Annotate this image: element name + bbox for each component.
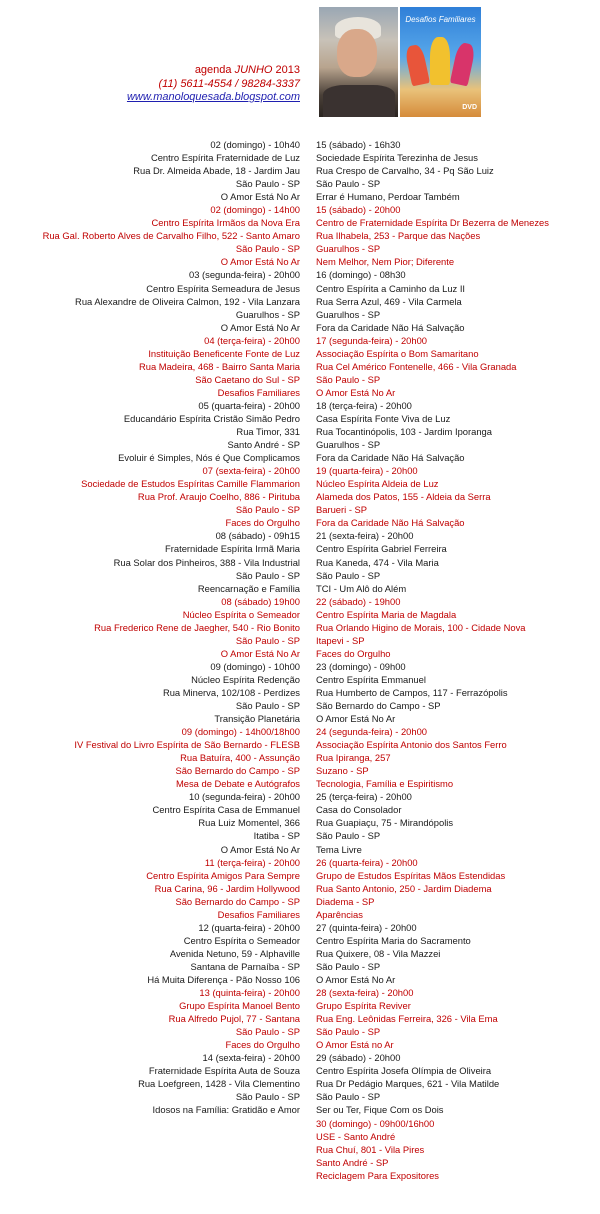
schedule-line: Há Muita Diferença - Pão Nosso 106 <box>147 974 300 985</box>
schedule-line: O Amor Está No Ar <box>316 974 396 985</box>
schedule-line: O Amor Está no Ar <box>316 1039 394 1051</box>
schedule-line: Rua Santo Antonio, 250 - Jardim Diadema <box>316 882 492 894</box>
schedule-line: 23 (domingo) - 09h00 <box>316 660 406 672</box>
schedule-line: Casa Espírita Fonte Viva de Luz <box>316 412 451 424</box>
schedule-line: São Bernardo do Campo - SP <box>316 700 441 712</box>
schedule-line: Centro Espírita Irmãos da Nova Era <box>151 217 300 229</box>
schedule-line: São Caetano do Sul - SP <box>195 373 300 385</box>
schedule-line: Guarulhos - SP <box>316 439 381 451</box>
schedule-line: Rua Luiz Momentel, 366 <box>198 817 300 829</box>
schedule-line: 09 (domingo) - 14h00/18h00 <box>181 726 300 738</box>
schedule-line: São Paulo - SP <box>316 373 381 385</box>
schedule-line: 07 (sexta-feira) - 20h00 <box>202 465 300 477</box>
schedule-line: Grupo de Estudos Espíritas Mãos Estendidas <box>316 869 506 881</box>
schedule-line: São Paulo - SP <box>235 178 300 190</box>
schedule-line: Grupo Espírita Reviver <box>316 1000 411 1012</box>
schedule-line: Fora da Caridade Não Há Salvação <box>316 321 465 333</box>
schedule-line: 25 (terça-feira) - 20h00 <box>316 791 412 803</box>
poster-figure <box>450 42 476 87</box>
schedule-line: Nem Melhor, Nem Pior; Diferente <box>316 256 455 268</box>
poster-dvd-badge: DVD <box>462 104 477 111</box>
schedule-line: Faces do Orgulho <box>225 1039 300 1051</box>
schedule-line: Rua Ilhabela, 253 - Parque das Nações <box>316 230 481 242</box>
schedule-line: Rua Minerva, 102/108 - Perdizes <box>162 686 300 698</box>
schedule-line: 26 (quarta-feira) - 20h00 <box>316 856 418 868</box>
schedule-line: 30 (domingo) - 09h00/16h00 <box>316 1117 435 1129</box>
schedule-line: Santo André - SP <box>227 439 300 451</box>
agenda-title <box>127 64 300 78</box>
schedule-line: Reencarnação e Família <box>197 582 300 594</box>
schedule-line: Desafios Familiares <box>217 908 300 920</box>
schedule-line: O Amor Está No Ar <box>316 386 396 398</box>
schedule-line: Santo André - SP <box>316 1156 389 1168</box>
schedule-line: O Amor Está No Ar <box>316 713 396 725</box>
schedule-line: Rua Dr. Almeida Abade, 18 - Jardim Jau <box>133 165 300 177</box>
schedule-line: Guarulhos - SP <box>316 308 381 320</box>
schedule-line: 19 (quarta-feira) - 20h00 <box>316 465 418 477</box>
schedule-line: Ser ou Ter, Fique Com os Dois <box>316 1104 444 1116</box>
schedule-line: 02 (domingo) - 14h00 <box>210 204 300 216</box>
poster-figure <box>430 37 450 85</box>
photo-face <box>337 29 377 77</box>
schedule-line: Rua Batuíra, 400 - Assunção <box>180 752 300 764</box>
schedule-line: 04 (terça-feira) - 20h00 <box>204 334 300 346</box>
schedule-line: Rua Quixere, 08 - Vila Mazzei <box>316 947 441 959</box>
schedule-line: São Paulo - SP <box>235 1091 300 1103</box>
schedule-line: São Paulo - SP <box>316 1026 381 1038</box>
schedule-line: O Amor Está No Ar <box>220 843 300 855</box>
schedule-line: São Paulo - SP <box>235 504 300 516</box>
schedule-line: IV Festival do Livro Espírita de São Bernardo - FLESB <box>74 739 300 751</box>
schedule-line: 05 (quarta-feira) - 20h00 <box>198 399 300 411</box>
schedule-line: 10 (segunda-feira) - 20h00 <box>188 791 300 803</box>
schedule-line: Mesa de Debate e Autógrafos <box>175 778 300 790</box>
schedule-line: São Paulo - SP <box>235 243 300 255</box>
schedule-line: Rua Crespo de Carvalho, 34 - Pq São Luiz <box>316 165 494 177</box>
schedule-line: Centro Espírita Gabriel Ferreira <box>316 543 447 555</box>
schedule-line: Santana de Parnaíba - SP <box>190 960 300 972</box>
schedule-line: Guarulhos - SP <box>316 243 381 255</box>
schedule-line: São Bernardo do Campo - SP <box>175 765 300 777</box>
header-contact-block <box>127 64 300 105</box>
agenda-year: 2013 <box>272 64 300 76</box>
schedule-line: O Amor Está No Ar <box>220 191 300 203</box>
schedule-line: São Paulo - SP <box>316 830 381 842</box>
schedule-line: 14 (sexta-feira) - 20h00 <box>202 1052 300 1064</box>
schedule-line: Rua Chuí, 801 - Vila Pires <box>316 1143 425 1155</box>
schedule-line: 02 (domingo) - 10h40 <box>210 139 300 150</box>
page-header <box>0 0 600 125</box>
dvd-poster <box>400 7 481 117</box>
schedule-line: 11 (terça-feira) - 20h00 <box>204 856 300 868</box>
schedule-line: Rua Kaneda, 474 - Vila Maria <box>316 556 439 568</box>
schedule-line: Fora da Caridade Não Há Salvação <box>316 452 465 464</box>
schedule-line: 24 (segunda-feira) - 20h00 <box>316 726 428 738</box>
schedule-line: São Paulo - SP <box>235 569 300 581</box>
schedule-line: 15 (sábado) - 20h00 <box>316 204 401 216</box>
schedule-line: Fraternidade Espírita Irmã Maria <box>165 543 300 555</box>
schedule-line: Tema Livre <box>316 843 362 855</box>
schedule-line: 28 (sexta-feira) - 20h00 <box>316 987 414 999</box>
schedule-line: Associação Espírita Antonio dos Santos Ferro <box>316 739 507 751</box>
schedule-line: Centro Espírita Emmanuel <box>316 673 426 685</box>
schedule-line: Rua Ipiranga, 257 <box>316 752 391 764</box>
schedule-line: Centro Espírita Fraternidade de Luz <box>150 152 300 164</box>
website-link[interactable]: www.manoloquesada.blogspot.com <box>126 91 300 103</box>
schedule-line: Tecnologia, Família e Espiritismo <box>316 778 454 790</box>
schedule-line: Rua Tocantinópolis, 103 - Jardim Iporanga <box>316 426 492 438</box>
schedule-line: Transição Planetária <box>214 713 300 725</box>
schedule-line: 16 (domingo) - 08h30 <box>316 269 406 281</box>
schedule-line: Alameda dos Patos, 155 - Aldeia da Serra <box>316 491 491 503</box>
schedule-line: Centro Espírita Amigos Para Sempre <box>146 869 300 881</box>
agenda-prefix: agenda <box>194 64 235 76</box>
schedule-line: Rua Dr Pedágio Marques, 621 - Vila Matilde <box>316 1078 500 1090</box>
schedule-line: São Paulo - SP <box>316 960 381 972</box>
schedule-line: São Paulo - SP <box>235 700 300 712</box>
schedule-line: 21 (sexta-feira) - 20h00 <box>316 530 414 542</box>
schedule-line: Núcleo Espírita o Semeador <box>182 608 300 620</box>
schedule-line: O Amor Está No Ar <box>220 321 300 333</box>
schedule-line: Faces do Orgulho <box>225 517 300 529</box>
schedule-line: O Amor Está No Ar <box>220 647 300 659</box>
speaker-photo <box>319 7 398 117</box>
schedule-line: Sociedade de Estudos Espíritas Camille Flammarion <box>81 478 300 490</box>
schedule-line: Rua Prof. Araujo Coelho, 886 - Pirituba <box>137 491 300 503</box>
schedule-line: Rua Alfredo Pujol, 77 - Santana <box>168 1013 300 1025</box>
schedule-line: 12 (quarta-feira) - 20h00 <box>198 921 300 933</box>
schedule-line: USE - Santo André <box>316 1130 396 1142</box>
schedule-line: 09 (domingo) - 10h00 <box>210 660 300 672</box>
phone-numbers: (11) 5611-4554 / 98284-3337 <box>158 77 300 90</box>
schedule-line: 29 (sábado) - 20h00 <box>316 1052 401 1064</box>
schedule-line: Associação Espírita o Bom Samaritano <box>316 347 479 359</box>
schedule-line: São Paulo - SP <box>316 1091 381 1103</box>
schedule-line: Rua Loefgreen, 1428 - Vila Clementino <box>138 1078 300 1090</box>
schedule-line: Grupo Espírita Manoel Bento <box>179 1000 300 1012</box>
schedule-line: Centro Espírita Maria do Sacramento <box>316 934 471 946</box>
schedule-line: 17 (segunda-feira) - 20h00 <box>316 334 428 346</box>
schedule-line: Casa do Consolador <box>316 804 402 816</box>
schedule-line: TCI - Um Alô do Além <box>316 582 407 594</box>
schedule-line: 15 (sábado) - 16h30 <box>316 139 401 150</box>
schedule-line: São Paulo - SP <box>235 634 300 646</box>
schedule-line: São Paulo - SP <box>316 178 381 190</box>
schedule-line: Faces do Orgulho <box>316 647 391 659</box>
schedule-line: Centro de Fraternidade Espírita Dr Bezerra de Menezes <box>316 217 549 229</box>
schedule-line: Fora da Caridade Não Há Salvação <box>316 517 465 529</box>
schedule-line: Idosos na Família: Gratidão e Amor <box>152 1104 300 1116</box>
schedule-line: Núcleo Espírita Aldeia de Luz <box>316 478 439 490</box>
schedule-line: 18 (terça-feira) - 20h00 <box>316 399 412 411</box>
schedule-line: Itatiba - SP <box>253 830 300 842</box>
schedule-line: Rua Madeira, 468 - Bairro Santa Maria <box>138 360 300 372</box>
schedule-right-column <box>316 138 600 1182</box>
schedule-line: Suzano - SP <box>316 765 369 777</box>
schedule-line: Centro Espírita Casa de Emmanuel <box>152 804 300 816</box>
schedule-line: Diadema - SP <box>316 895 375 907</box>
schedule-line: Rua Humberto de Campos, 117 - Ferrazópolis <box>316 686 508 698</box>
schedule-line: Reciclagem Para Expositores <box>316 1169 439 1181</box>
schedule-line: Instituição Beneficente Fonte de Luz <box>148 347 300 359</box>
schedule-line: Núcleo Espírita Redenção <box>191 673 300 685</box>
schedule-line: Rua Frederico Rene de Jaegher, 540 - Rio Bonito <box>94 621 300 633</box>
poster-figure <box>404 44 430 87</box>
schedule-line: Rua Guapiaçu, 75 - Mirandópolis <box>316 817 454 829</box>
schedule-line: Rua Serra Azul, 469 - Vila Carmela <box>316 295 462 307</box>
schedule-line: Centro Espírita Semeadura de Jesus <box>146 282 300 294</box>
schedule-line: Centro Espírita a Caminho da Luz II <box>316 282 466 294</box>
schedule-line: Centro Espírita o Semeador <box>183 934 300 946</box>
schedule-line: Guarulhos - SP <box>235 308 300 320</box>
schedule-line: Rua Cel Américo Fontenelle, 466 - Vila Granada <box>316 360 517 372</box>
schedule-line: Centro Espírita Josefa Olímpia de Oliveira <box>316 1065 492 1077</box>
schedule-line: Aparências <box>316 908 363 920</box>
schedule-line: Rua Solar dos Pinheiros, 388 - Vila Industrial <box>113 556 300 568</box>
schedule-line: Rua Eng. Leônidas Ferreira, 326 - Vila Ema <box>316 1013 498 1025</box>
schedule-line: Rua Timor, 331 <box>236 426 300 438</box>
schedule-line: Educandário Espírita Cristão Simão Pedro <box>123 412 300 424</box>
schedule-line: 08 (sábado) 19h00 <box>221 595 300 607</box>
schedule-line: Avenida Netuno, 59 - Alphaville <box>169 947 300 959</box>
schedule-line: Rua Orlando Higino de Morais, 100 - Cidade Nova <box>316 621 526 633</box>
schedule-line: 08 (sábado) - 09h15 <box>215 530 300 542</box>
schedule-line: 03 (segunda-feira) - 20h00 <box>188 269 300 281</box>
poster-title: Desafios Familiares <box>405 15 476 24</box>
schedule-line: 27 (quinta-feira) - 20h00 <box>316 921 417 933</box>
schedule-line: Itapevi - SP <box>316 634 365 646</box>
schedule-line: O Amor Está No Ar <box>220 256 300 268</box>
schedule-left-column <box>0 138 300 1117</box>
schedule-line: Desafios Familiares <box>217 386 300 398</box>
schedule-line: Evoluir é Simples, Nós é Que Complicamos <box>118 452 300 464</box>
schedule-line: 22 (sábado) - 19h00 <box>316 595 401 607</box>
schedule-line: São Bernardo do Campo - SP <box>175 895 300 907</box>
schedule-line: Centro Espírita Maria de Magdala <box>316 608 457 620</box>
schedule-line: São Paulo - SP <box>316 569 381 581</box>
schedule-line: Rua Gal. Roberto Alves de Carvalho Filho, 522 - Santo Amaro <box>42 230 300 242</box>
schedule-line: 13 (quinta-feira) - 20h00 <box>199 987 300 999</box>
schedule-line: São Paulo - SP <box>235 1026 300 1038</box>
agenda-month: JUNHO <box>234 64 273 76</box>
schedule-line: Errar é Humano, Perdoar Também <box>316 191 460 203</box>
schedule-line: Sociedade Espírita Terezinha de Jesus <box>316 152 478 164</box>
schedule-line: Rua Carina, 96 - Jardim Hollywood <box>154 882 300 894</box>
photo-shirt <box>323 85 395 117</box>
schedule-line: Fraternidade Espírita Auta de Souza <box>148 1065 300 1077</box>
schedule-line: Rua Alexandre de Oliveira Calmon, 192 - Vila Lanzara <box>75 295 300 307</box>
schedule-line: Barueri - SP <box>316 504 368 516</box>
